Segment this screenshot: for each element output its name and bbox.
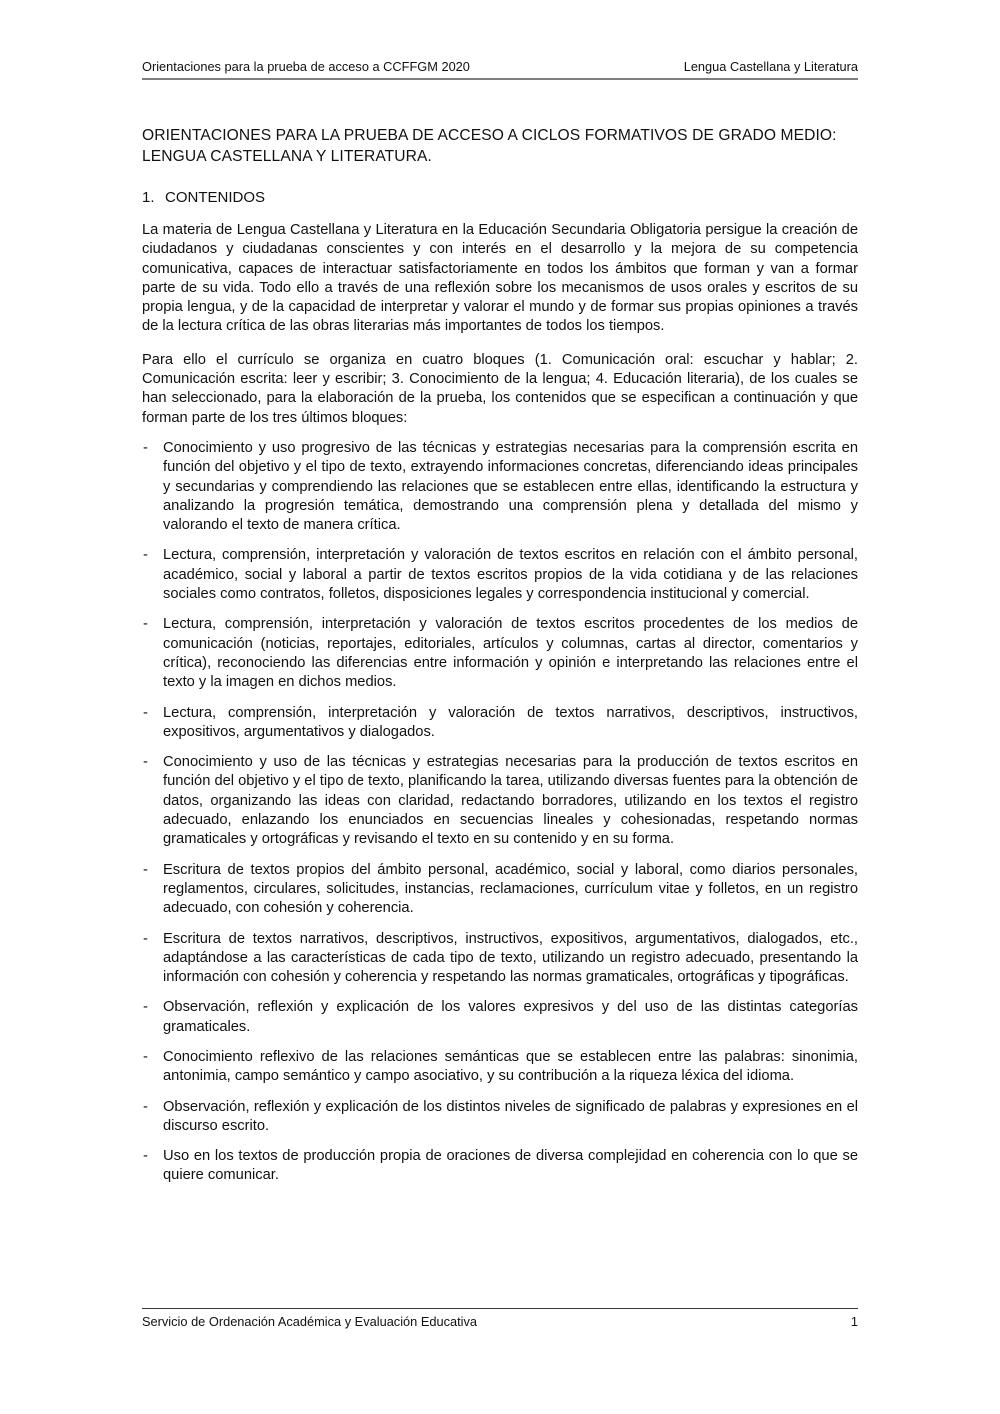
bullet-marker: - — [143, 439, 148, 456]
bullet-text: Lectura, comprensión, interpretación y valoración de textos escritos procedentes de los medios de comunicación (noticias, reportajes, editoriales, artículos y columnas, cartas al director, comentarios y crítica), reconociendo las diferencias entre información y opinión e interpretando las relaciones entre el texto y la imagen en dichos medios. — [163, 616, 858, 691]
bullet-item — [142, 546, 858, 604]
bullet-item — [142, 704, 858, 743]
section-heading — [142, 188, 858, 207]
bullet-text: Observación, reflexión y explicación de los distintos niveles de significado de palabras y expresiones en el discurso escrito. — [163, 1098, 858, 1134]
section-number: 1. — [142, 189, 155, 206]
document-title: ORIENTACIONES PARA LA PRUEBA DE ACCESO A CICLOS FORMATIVOS DE GRADO MEDIO: LENGUA CASTELLANA Y LITERATURA. — [142, 127, 837, 165]
bullet-item — [142, 1048, 858, 1087]
bullet-text: Uso en los textos de producción propia de oraciones de diversa complejidad en coherencia con lo que se quiere comunicar. — [163, 1148, 858, 1184]
bullet-text: Observación, reflexión y explicación de los valores expresivos y del uso de las distintas categorías gramaticales. — [163, 999, 858, 1035]
paragraph: La materia de Lengua Castellana y Literatura en la Educación Secundaria Obligatoria persigue la creación de ciudadanos y ciudadanas conscientes y con interés en el desarrollo y la mejora de su competencia comunicativa, capaces de interactuar satisfactoriamente en todos los ámbitos que forman y van a formar parte de su vida. Todo ello a través de una reflexión sobre los mecanismos de usos orales y escritos de su propia lengua, y de la capacidad de interpretar y valorar el mundo y de formar sus propias opiniones a través de la lectura crítica de las obras literarias más importantes de todos los tiempos. — [142, 222, 858, 335]
section-label: CONTENIDOS — [165, 189, 266, 206]
page-header — [142, 59, 858, 80]
bullet-marker: - — [143, 1148, 148, 1165]
bullet-item — [142, 753, 858, 849]
bullet-item — [142, 930, 858, 988]
bullet-text: Lectura, comprensión, interpretación y valoración de textos escritos en relación con el ámbito personal, académico, social y laboral a partir de textos escritos propios de la vida cotidiana y de las relaciones sociales como contratos, folletos, disposiciones legales y correspondencia institucional y comercial. — [163, 547, 858, 603]
bullet-item — [142, 998, 858, 1037]
bullet-item — [142, 861, 858, 919]
bullet-marker: - — [143, 754, 148, 771]
bullet-text: Conocimiento reflexivo de las relaciones semánticas que se establecen entre las palabras: sinonimia, antonimia, campo semántico y campo asociativo, y su contribución a la riqueza léxica del idioma. — [163, 1048, 858, 1085]
bullet-item — [142, 439, 858, 535]
bullet-marker: - — [143, 616, 148, 633]
bullet-marker: - — [143, 930, 148, 947]
header-left-text: Orientaciones para la prueba de acceso a CCFFGM 2020 — [142, 59, 470, 74]
header-right-text: Lengua Castellana y Literatura — [683, 59, 858, 74]
bullet-marker: - — [143, 704, 148, 721]
footer-left-text: Servicio de Ordenación Académica y Evaluación Educativa — [142, 1314, 478, 1329]
paragraph: Para ello el currículo se organiza en cuatro bloques (1. Comunicación oral: escuchar y hablar; 2. Comunicación escrita: leer y escribir; 3. Conocimiento de la lengua; 4. Educación literaria), de los cuales se han seleccionado, para la elaboración de la prueba, los contenidos que se especifican a continuación y que forman parte de los tres últimos bloques: — [142, 351, 858, 426]
bullet-text: Escritura de textos narrativos, descriptivos, instructivos, expositivos, argumentativos, dialogados, etc., adaptándose a las características de cada tipo de texto, utilizando un registro adecuado, presentando la información con cohesión y coherencia y respetando las normas gramaticales, ortográficas y tipográficas. — [163, 930, 858, 986]
content-bullet-list — [142, 439, 858, 1186]
bullet-text: Escritura de textos propios del ámbito personal, académico, social y laboral, como diarios personales, reglamentos, circulares, solicitudes, instancias, reclamaciones, currículum vitae y folletos, en un registro adecuado, con cohesión y coherencia. — [163, 861, 858, 917]
bullet-text: Lectura, comprensión, interpretación y valoración de textos narrativos, descriptivos, instructivos, expositivos, argumentativos y dialogados. — [163, 704, 858, 740]
bullet-text: Conocimiento y uso de las técnicas y estrategias necesarias para la producción de textos escritos en función del objetivo y el tipo de texto, planificando la tarea, utilizando diversas fuentes para la obtención de datos, organizando las ideas con claridad, redactando borradores, utilizando en los textos el registro adecuado, enlazando los enunciados en secuencias lineales y cohesionadas, respetando normas gramaticales y ortográficas y revisando el texto en su contenido y en su forma. — [163, 754, 858, 848]
bullet-item — [142, 1098, 858, 1137]
bullet-item — [142, 1147, 858, 1186]
page-number: 1 — [850, 1314, 858, 1329]
bullet-marker: - — [143, 547, 148, 564]
bullet-marker: - — [143, 1098, 148, 1115]
bullet-item — [142, 615, 858, 692]
bullet-marker: - — [143, 999, 148, 1016]
bullet-text: Conocimiento y uso progresivo de las técnicas y estrategias necesarias para la comprensión escrita en función del objetivo y el tipo de texto, extrayendo informaciones concretas, diferenciando ideas principales y secundarias y comprendiendo las relaciones que se establecen entre ellas, identificando la estructura y analizando la progresión temática, demostrando una comprensión plena y detallada del mismo y valorando el texto de manera crítica. — [163, 439, 858, 534]
bullet-marker: - — [143, 1048, 148, 1065]
page-footer — [142, 1308, 858, 1330]
bullet-marker: - — [143, 861, 148, 878]
